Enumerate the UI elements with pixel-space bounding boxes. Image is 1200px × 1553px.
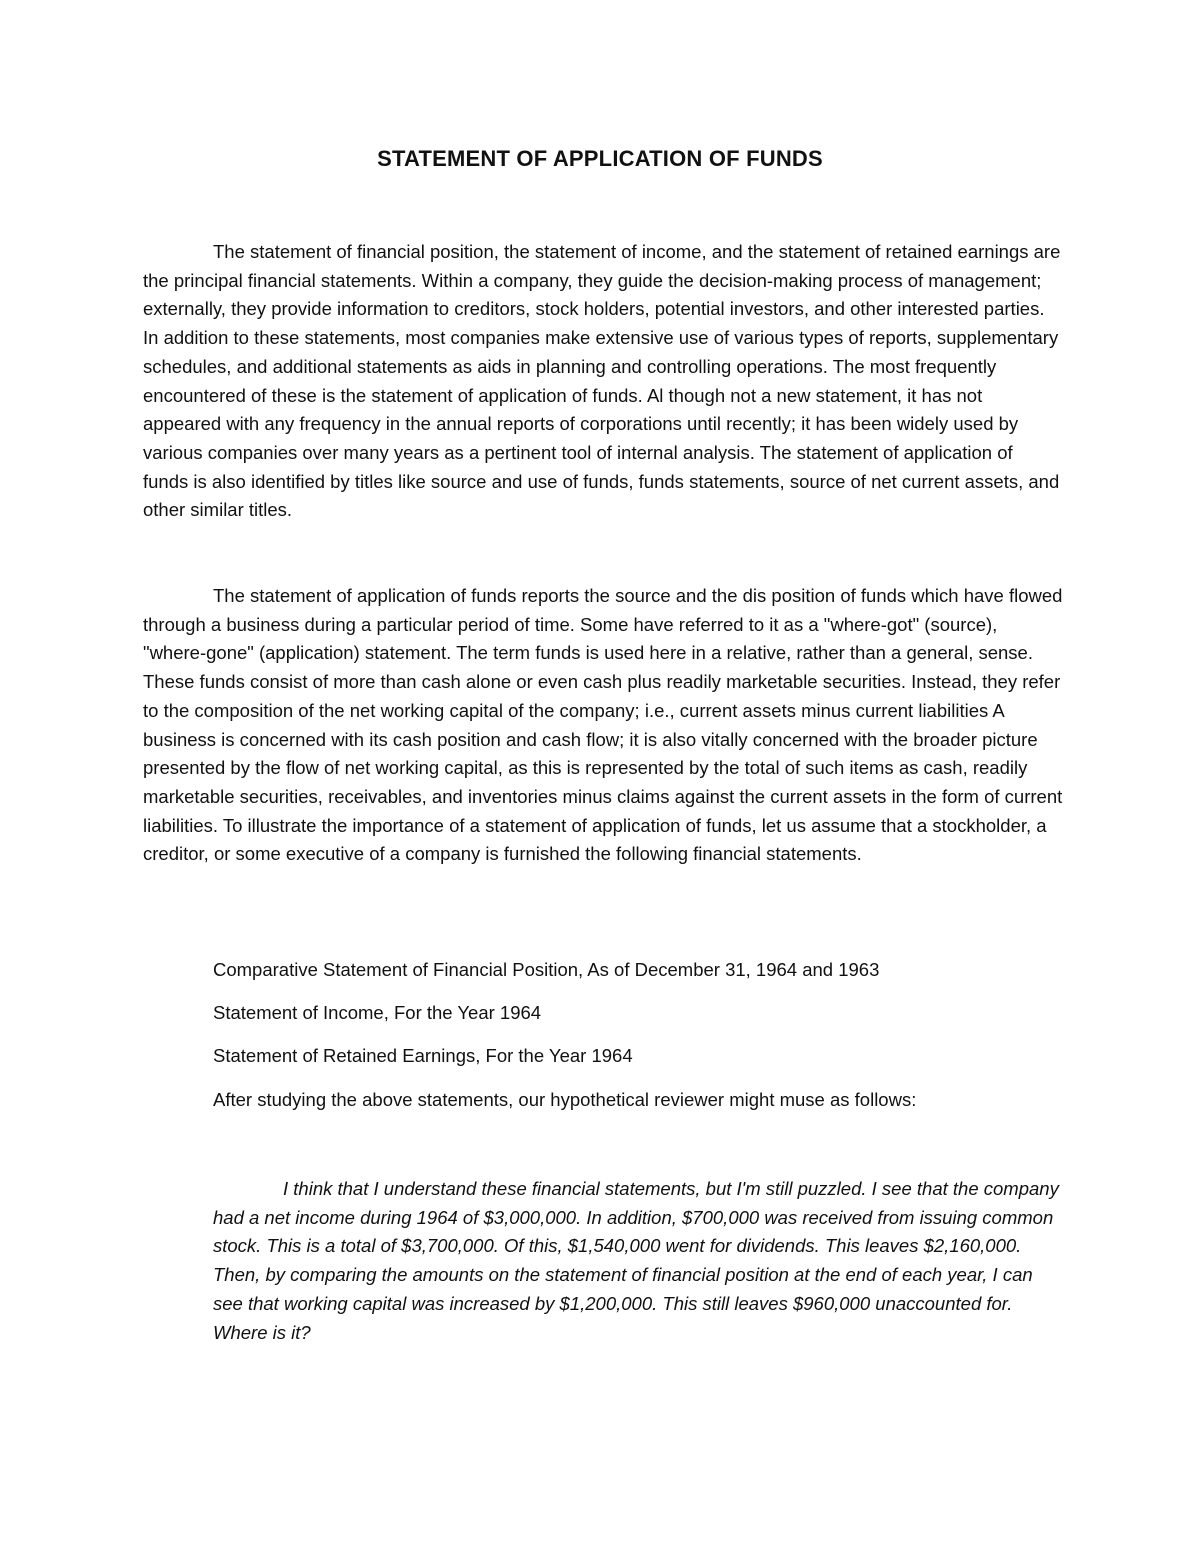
reviewer-intro-line: After studying the above statements, our hypothetical reviewer might muse as follows: (213, 1089, 917, 1110)
body-paragraph: The statement of application of funds reports the source and the dis position of funds which have flowed through a business during a particular period of time. Some have referred to it as a "where-got" (source), "where-gone" (application) statement. The term funds is used here in a relative, rather than a general, sense. These funds consist of more than cash alone or even cash plus readily marketable securities. Instead, they refer to the composition of the net working capital of the company; i.e., current assets minus current liabilities A business is concerned with its cash position and cash flow; it is also vitally concerned with the broader picture presented by the flow of net working capital, as this is represented by the total of such items as cash, readily marketable securities, receivables, and inventories minus claims against the current assets in the form of current liabilities. To illustrate the importance of a statement of application of funds, let us assume that a stockholder, a creditor, or some executive of a company is furnished the following financial statements. (143, 585, 1063, 865)
statement-list-item: Comparative Statement of Financial Position, As of December 31, 1964 and 1963 (213, 959, 880, 980)
reviewer-quote: I think that I understand these financial statements, but I'm still puzzled. I see that the company had a net income during 1964 of $3,000,000. In addition, $700,000 was received from issuing common stock. This is a total of $3,700,000. Of this, $1,540,000 went for dividends. This leaves $2,160,000. Then, by comparing the amounts on the statement of financial position at the end of each year, I can see that working capital was increased by $1,200,000. This still leaves $960,000 unaccounted for. Where is it? (213, 1178, 1059, 1343)
document-title: STATEMENT OF APPLICATION OF FUNDS (377, 146, 823, 171)
body-paragraph: The statement of financial position, the statement of income, and the statement of retained earnings are the principal financial statements. Within a company, they guide the decision-making process of management; externally, they provide information to creditors, stock holders, potential investors, and other interested parties. In addition to these statements, most companies make extensive use of various types of reports, supplementary schedules, and additional statements as aids in planning and controlling operations. The most frequently encountered of these is the statement of application of funds. Al though not a new statement, it has not appeared with any frequency in the annual reports of corporations until recently; it has been widely used by various companies over many years as a pertinent tool of internal analysis. The statement of application of funds is also identified by titles like source and use of funds, funds statements, source of net current assets, and other similar titles. (143, 241, 1061, 521)
statement-list-item: Statement of Income, For the Year 1964 (213, 1002, 542, 1023)
statement-list-item: Statement of Retained Earnings, For the Year 1964 (213, 1045, 633, 1066)
